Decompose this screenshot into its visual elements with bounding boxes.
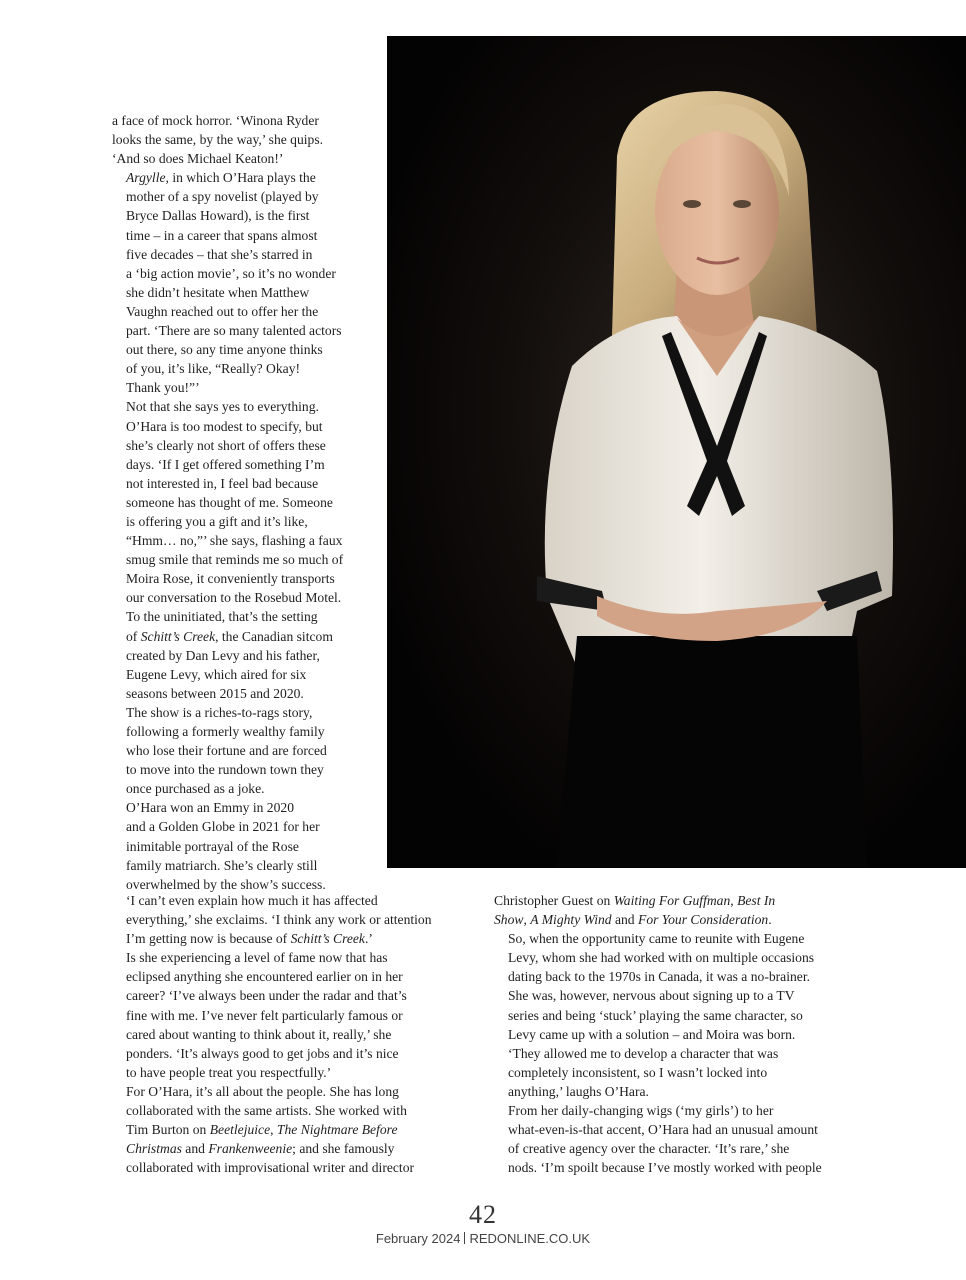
text-line: seasons between 2015 and 2020.	[126, 685, 304, 701]
text-line: eclipsed anything she encountered earlier on in her	[126, 969, 403, 985]
text-line: For O’Hara, it’s all about the people. She has long	[126, 1083, 399, 1099]
text-line: our conversation to the Rosebud Motel.	[126, 590, 342, 606]
portrait-photo	[387, 36, 966, 868]
text-line: family matriarch. She’s clearly still	[126, 857, 318, 873]
text-fragment: Christopher Guest on	[494, 893, 614, 908]
film-title: For Your Consideration	[638, 912, 769, 928]
text-line: mother of a spy novelist (played by	[126, 189, 319, 205]
paragraph	[112, 891, 472, 948]
right-text-column	[494, 891, 864, 1177]
text-fragment: ,	[523, 912, 531, 928]
text-line: a ‘big action movie’, so it’s no wonder	[126, 265, 336, 281]
text-line: days. ‘If I get offered something I’m	[126, 456, 325, 472]
text-fragment: of	[126, 628, 141, 644]
page-footer	[0, 1231, 966, 1246]
text-line: O’Hara won an Emmy in 2020	[126, 800, 294, 816]
text-line: career? ‘I’ve always been under the radar and that’s	[126, 988, 407, 1004]
text-fragment: , in which O’Hara plays the	[165, 170, 316, 186]
paragraph	[112, 111, 374, 168]
text-line: cared about wanting to think about it, really,’ she	[126, 1026, 392, 1042]
text-line: everything,’ she exclaims. ‘I think any work or attention	[126, 912, 432, 928]
footer-date: February 2024	[375, 1231, 461, 1246]
portrait-illustration	[387, 36, 966, 868]
text-line: ‘I can’t even explain how much it has affected	[126, 893, 378, 908]
text-fragment: .	[768, 912, 772, 928]
text-line: Vaughn reached out to offer her the	[126, 303, 319, 319]
footer-divider	[464, 1232, 465, 1244]
text-fragment: ; and she famously	[292, 1141, 395, 1157]
text-line: five decades – that she’s starred in	[126, 246, 313, 262]
text-line: Moira Rose, it conveniently transports	[126, 571, 335, 587]
text-line: time – in a career that spans almost	[126, 227, 318, 243]
text-fragment: , the Canadian sitcom	[215, 628, 333, 644]
text-line	[494, 910, 864, 929]
text-line: someone has thought of me. Someone	[126, 494, 333, 510]
text-line: From her daily-changing wigs (‘my girls’) to her	[508, 1103, 774, 1119]
film-title: Argylle	[126, 170, 166, 186]
text-line: Thank you!”’	[126, 380, 200, 396]
text-line: who lose their fortune and are forced	[126, 743, 327, 759]
text-line: to move into the rundown town they	[126, 762, 324, 778]
paragraph	[112, 168, 374, 397]
text-line	[112, 1120, 472, 1139]
text-line	[494, 891, 864, 910]
text-line	[112, 929, 472, 948]
text-fragment: ,	[730, 893, 738, 908]
show-title: Schitt’s Creek	[290, 931, 365, 947]
text-line: out there, so any time anyone thinks	[126, 342, 323, 358]
text-line: To the uninitiated, that’s the setting	[126, 609, 318, 625]
text-line: following a formerly wealthy family	[126, 724, 325, 739]
paragraph	[112, 607, 374, 798]
text-line: nods. ‘I’m spoilt because I’ve mostly worked with people	[508, 1160, 822, 1176]
text-line: O’Hara is too modest to specify, but	[126, 418, 323, 434]
text-line: ponders. ‘It’s always good to get jobs and it’s nice	[126, 1045, 399, 1061]
film-title: Frankenweenie	[208, 1141, 293, 1157]
text-fragment: Tim Burton on	[126, 1122, 210, 1138]
text-line: once purchased as a joke.	[126, 781, 265, 797]
text-line: of creative agency over the character. ‘It’s rare,’ she	[508, 1141, 790, 1157]
film-title: The Nightmare Before	[276, 1122, 398, 1138]
text-line: Is she experiencing a level of fame now that has	[126, 950, 388, 966]
text-line: part. ‘There are so many talented actors	[126, 323, 342, 339]
paragraph	[494, 1101, 864, 1177]
film-title: Best In	[737, 893, 776, 908]
text-line: Bryce Dallas Howard), is the first	[126, 208, 310, 224]
text-line: series and being ‘stuck’ playing the same character, so	[508, 1007, 803, 1023]
paragraph	[112, 798, 374, 893]
left-text-column	[112, 891, 472, 1177]
page-number: 42	[469, 1200, 497, 1229]
text-line: The show is a riches-to-rags story,	[126, 704, 313, 720]
text-fragment: .’	[364, 931, 373, 947]
text-line: She was, however, nervous about signing up to a TV	[508, 988, 795, 1004]
text-fragment: ,	[270, 1122, 277, 1138]
film-title: Christmas	[126, 1141, 182, 1157]
text-line: Not that she says yes to everything.	[126, 399, 319, 415]
text-line: Levy, whom she had worked with on multiple occasions	[508, 950, 815, 966]
text-fragment: and	[611, 912, 639, 928]
text-line: ‘They allowed me to develop a character that was	[508, 1045, 779, 1061]
footer-site: REDONLINE.CO.UK	[469, 1231, 591, 1246]
film-title: Show	[494, 912, 524, 928]
show-title: Schitt’s Creek	[140, 628, 216, 644]
text-line: of you, it’s like, “Really? Okay!	[126, 361, 301, 377]
text-line: ‘And so does Michael Keaton!’	[112, 151, 284, 167]
text-line	[112, 1139, 472, 1158]
text-line	[112, 627, 374, 646]
text-line: fine with me. I’ve never felt particularly famous or	[126, 1007, 403, 1023]
text-line: “Hmm… no,”’ she says, flashing a faux	[126, 533, 343, 549]
paragraph	[494, 929, 864, 1101]
paragraph	[112, 948, 472, 1082]
text-fragment: I’m getting now is because of	[126, 931, 291, 947]
text-line: overwhelmed by the show’s success.	[126, 876, 326, 892]
text-line: not interested in, I feel bad because	[126, 475, 319, 491]
paragraph	[112, 1082, 472, 1177]
narrow-text-column	[112, 111, 374, 894]
paragraph	[494, 891, 864, 929]
text-line: she’s clearly not short of offers these	[126, 437, 326, 453]
text-line: completely inconsistent, so I wasn’t locked into	[508, 1064, 768, 1080]
text-line: collaborated with the same artists. She worked with	[126, 1103, 407, 1119]
text-line: and a Golden Globe in 2021 for her	[126, 819, 320, 835]
text-line: inimitable portrayal of the Rose	[126, 838, 299, 854]
film-title: Beetlejuice	[209, 1122, 271, 1138]
text-line: Eugene Levy, which aired for six	[126, 666, 307, 682]
text-line: what-even-is-that accent, O’Hara had an unusual amount	[508, 1122, 818, 1138]
text-fragment: and	[181, 1141, 209, 1157]
text-line: looks the same, by the way,’ she quips.	[112, 132, 324, 148]
text-line: she didn’t hesitate when Matthew	[126, 284, 310, 300]
text-line: anything,’ laughs O’Hara.	[508, 1083, 649, 1099]
paragraph	[112, 397, 374, 607]
film-title: Waiting For Guffman	[613, 893, 731, 908]
film-title: A Mighty Wind	[530, 912, 612, 928]
text-line: a face of mock horror. ‘Winona Ryder	[112, 113, 319, 128]
text-line: is offering you a gift and it’s like,	[126, 513, 308, 529]
text-line: dating back to the 1970s in Canada, it was a no-brainer.	[508, 969, 811, 985]
text-line: collaborated with improvisational writer and director	[126, 1160, 415, 1176]
text-line: to have people treat you respectfully.’	[126, 1064, 332, 1080]
text-line: Levy came up with a solution – and Moira was born.	[508, 1026, 796, 1042]
text-line: smug smile that reminds me so much of	[126, 552, 344, 568]
text-line	[112, 168, 374, 187]
text-line: So, when the opportunity came to reunite with Eugene	[508, 931, 805, 947]
text-line: created by Dan Levy and his father,	[126, 647, 320, 663]
